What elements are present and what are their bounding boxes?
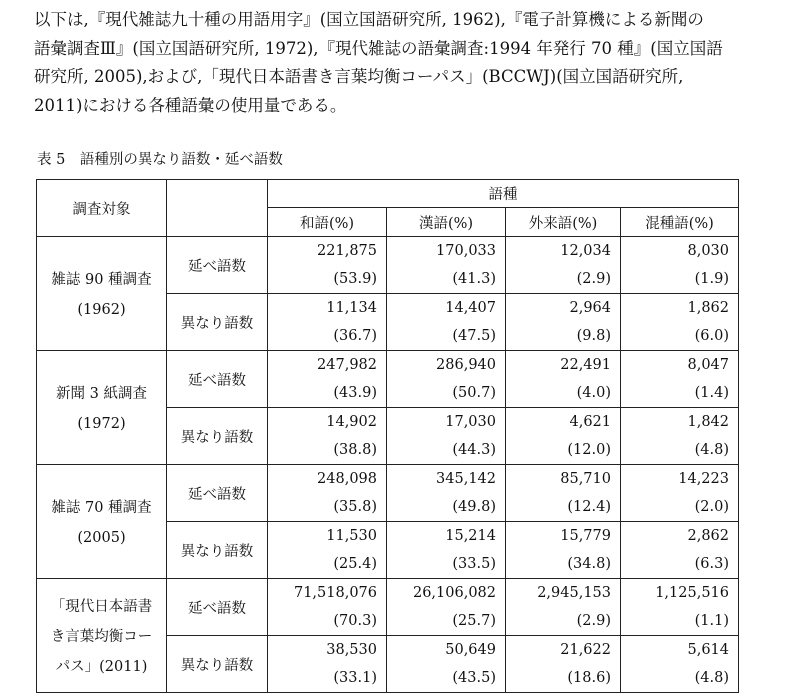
count-value: 2,945,153 [537, 585, 611, 601]
count-value: 71,518,076 [293, 585, 377, 601]
paragraph-line: 研究所, 2005),および,「現代日本語書き言葉均衡コーパス」(BCCWJ)(国立国語研究所, [34, 67, 684, 86]
percent-value: (4.8) [694, 442, 729, 458]
count-value: 38,530 [326, 642, 377, 658]
header-target: 調査対象 [37, 180, 167, 237]
intro-paragraph [34, 6, 794, 120]
count-value: 14,223 [678, 471, 729, 487]
count-value: 11,530 [326, 528, 377, 544]
percent-value: (2.9) [576, 271, 611, 287]
count-value: 17,030 [445, 414, 496, 430]
count-value: 4,621 [569, 414, 611, 430]
survey-name-line: 雑誌 70 種調査 [51, 499, 152, 516]
value-cell [506, 636, 621, 693]
count-value: 8,047 [687, 357, 729, 373]
percent-value: (49.8) [452, 499, 496, 515]
value-cell [506, 465, 621, 522]
percent-value: (4.8) [694, 670, 729, 686]
value-cell [621, 237, 739, 294]
header-column: 和語(%) [268, 208, 387, 237]
value-cell [268, 579, 387, 636]
percent-value: (41.3) [452, 271, 496, 287]
value-cell [621, 522, 739, 579]
table-body [37, 180, 739, 693]
percent-value: (47.5) [452, 328, 496, 344]
percent-value: (33.5) [452, 556, 496, 572]
header-column: 漢語(%) [387, 208, 506, 237]
table-row [37, 351, 739, 408]
value-cell [621, 351, 739, 408]
count-value: 1,862 [687, 300, 729, 316]
value-cell [621, 465, 739, 522]
value-cell [387, 522, 506, 579]
count-value: 247,982 [317, 357, 377, 373]
percent-value: (6.3) [694, 556, 729, 572]
count-value: 26,106,082 [412, 585, 496, 601]
percent-value: (1.1) [694, 613, 729, 629]
value-cell [621, 294, 739, 351]
survey-name-line: (2005) [77, 529, 126, 546]
percent-value: (43.5) [452, 670, 496, 686]
survey-name-cell [37, 579, 167, 693]
count-value: 8,030 [687, 243, 729, 259]
percent-value: (35.8) [333, 499, 377, 515]
count-value: 12,034 [560, 243, 611, 259]
percent-value: (12.4) [567, 499, 611, 515]
count-value: 11,134 [326, 300, 377, 316]
table-row [37, 465, 739, 522]
count-value: 50,649 [445, 642, 496, 658]
count-value: 15,779 [560, 528, 611, 544]
percent-value: (25.4) [333, 556, 377, 572]
percent-value: (6.0) [694, 328, 729, 344]
count-value: 2,862 [687, 528, 729, 544]
percent-value: (36.7) [333, 328, 377, 344]
count-type-cell: 延べ語数 [167, 351, 268, 408]
count-type-cell: 異なり語数 [167, 636, 268, 693]
percent-value: (2.0) [694, 499, 729, 515]
percent-value: (18.6) [567, 670, 611, 686]
count-value: 21,622 [560, 642, 611, 658]
survey-name-cell [37, 351, 167, 465]
percent-value: (4.0) [576, 385, 611, 401]
value-cell [387, 465, 506, 522]
percent-value: (34.8) [567, 556, 611, 572]
count-type-cell: 異なり語数 [167, 408, 268, 465]
value-cell [387, 237, 506, 294]
value-cell [506, 579, 621, 636]
paragraph-line: 2011)における各種語彙の使用量である。 [34, 95, 347, 115]
count-value: 22,491 [560, 357, 611, 373]
header-column: 外来語(%) [506, 208, 621, 237]
percent-value: (50.7) [452, 385, 496, 401]
percent-value: (38.8) [333, 442, 377, 458]
value-cell [506, 351, 621, 408]
vocabulary-table [36, 179, 739, 693]
percent-value: (44.3) [452, 442, 496, 458]
table-row [37, 237, 739, 294]
percent-value: (53.9) [333, 271, 377, 287]
count-type-cell: 延べ語数 [167, 237, 268, 294]
value-cell [506, 522, 621, 579]
survey-name-cell [37, 237, 167, 351]
value-cell [621, 408, 739, 465]
value-cell [268, 408, 387, 465]
header-word-type: 語種 [268, 180, 739, 208]
survey-name-line: (1972) [77, 415, 126, 432]
value-cell [268, 636, 387, 693]
header-blank [167, 180, 268, 237]
value-cell [268, 237, 387, 294]
count-value: 286,940 [436, 357, 496, 373]
header-column: 混種語(%) [621, 208, 739, 237]
count-value: 170,033 [436, 243, 496, 259]
value-cell [268, 522, 387, 579]
count-value: 1,125,516 [655, 585, 729, 601]
survey-name-line: (1962) [77, 301, 126, 318]
value-cell [506, 294, 621, 351]
value-cell [268, 294, 387, 351]
count-value: 5,614 [687, 642, 729, 658]
value-cell [506, 408, 621, 465]
count-value: 15,214 [445, 528, 496, 544]
percent-value: (2.9) [576, 613, 611, 629]
value-cell [387, 579, 506, 636]
count-type-cell: 異なり語数 [167, 294, 268, 351]
table-row [37, 579, 739, 636]
count-value: 14,407 [445, 300, 496, 316]
value-cell [387, 351, 506, 408]
paragraph-line: 以下は,『現代雑誌九十種の用語用字』(国立国語研究所, 1962),『電子計算機による新聞の [34, 10, 704, 29]
count-value: 14,902 [326, 414, 377, 430]
percent-value: (33.1) [333, 670, 377, 686]
count-type-cell: 異なり語数 [167, 522, 268, 579]
count-value: 345,142 [436, 471, 496, 487]
table-caption: 表 5 語種別の異なり語数・延べ語数 [37, 152, 283, 168]
paragraph-line: 語彙調査Ⅲ』(国立国語研究所, 1972),『現代雑誌の語彙調査:1994 年発行 70 種』(国立国語 [34, 38, 723, 58]
percent-value: (1.4) [694, 385, 729, 401]
percent-value: (12.0) [567, 442, 611, 458]
value-cell [621, 579, 739, 636]
survey-name-line: 雑誌 90 種調査 [51, 271, 152, 288]
survey-name-line: き言葉均衡コー [50, 628, 153, 645]
value-cell [268, 351, 387, 408]
value-cell [387, 636, 506, 693]
survey-name-line: 新聞 3 紙調査 [56, 385, 147, 402]
value-cell [387, 294, 506, 351]
count-type-cell: 延べ語数 [167, 579, 268, 636]
value-cell [506, 237, 621, 294]
count-value: 248,098 [317, 471, 377, 487]
header-row [37, 180, 739, 208]
count-type-cell: 延べ語数 [167, 465, 268, 522]
value-cell [621, 636, 739, 693]
survey-name-cell [37, 465, 167, 579]
count-value: 85,710 [560, 471, 611, 487]
value-cell [387, 408, 506, 465]
percent-value: (25.7) [452, 613, 496, 629]
percent-value: (43.9) [333, 385, 377, 401]
value-cell [268, 465, 387, 522]
survey-name-line: 「現代日本語書 [50, 598, 153, 615]
count-value: 1,842 [687, 414, 729, 430]
percent-value: (9.8) [576, 328, 611, 344]
percent-value: (1.9) [694, 271, 729, 287]
percent-value: (70.3) [333, 613, 377, 629]
survey-name-line: パス」(2011) [55, 658, 148, 675]
count-value: 2,964 [569, 300, 611, 316]
count-value: 221,875 [317, 243, 377, 259]
